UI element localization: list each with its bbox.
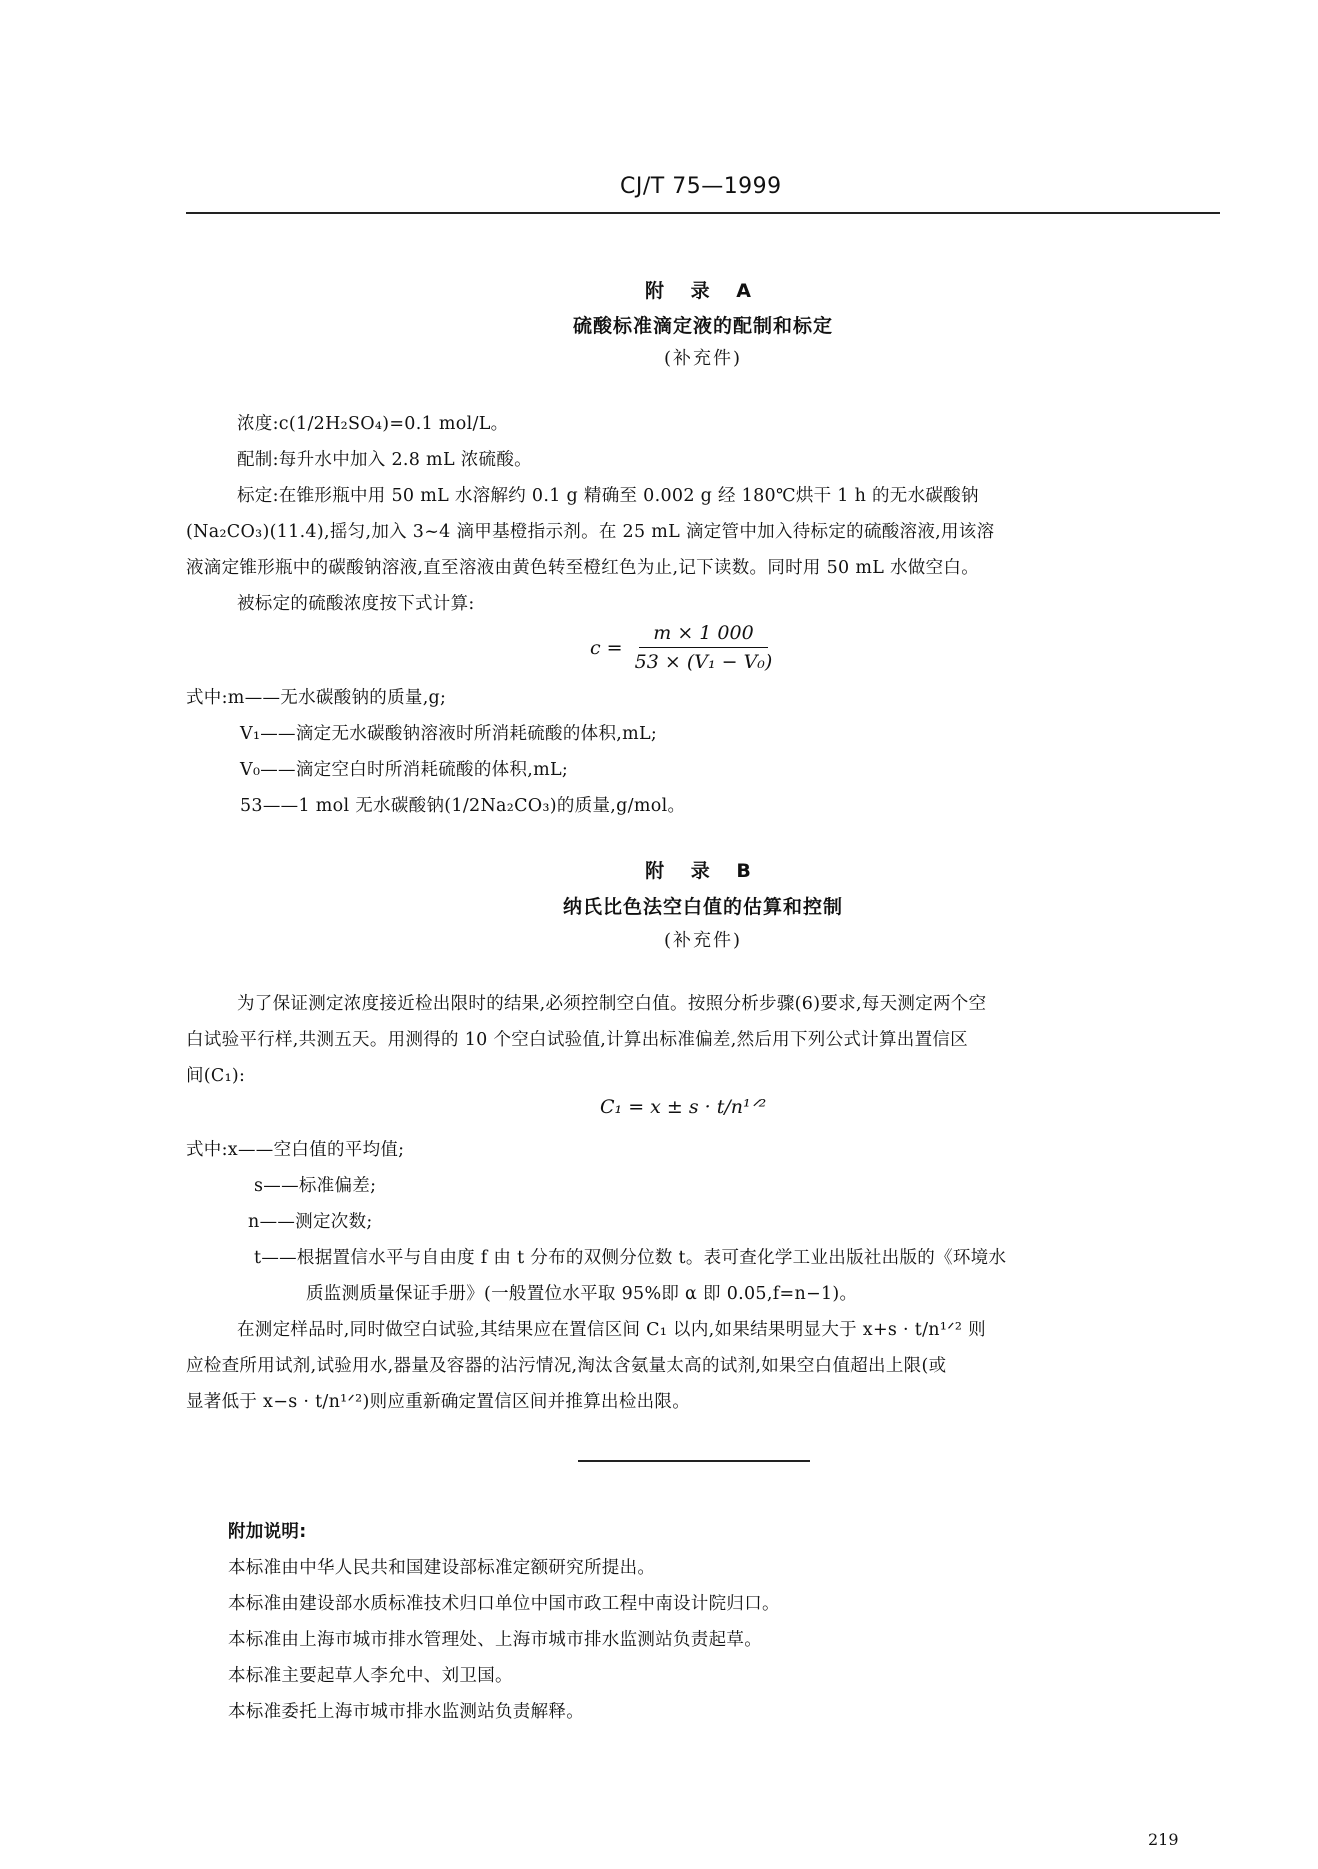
section-divider: [578, 1460, 810, 1462]
closing-line-3: 显著低于 x−s · t/n¹ᐟ²)则应重新确定置信区间并推算出检出限。: [186, 1392, 691, 1412]
note-line-2: 本标准由建设部水质标准技术归口单位中国市政工程中南设计院归口。: [228, 1594, 780, 1614]
formula-numerator: m × 1 000: [639, 622, 767, 648]
blank-value-line-1: 为了保证测定浓度接近检出限时的结果,必须控制空白值。按照分析步骤(6)要求,每天测定两个空: [237, 994, 987, 1014]
note-line-4: 本标准主要起草人李允中、刘卫国。: [228, 1666, 513, 1686]
calc-intro-line: 被标定的硫酸浓度按下式计算:: [237, 594, 475, 614]
appendix-a-note: (补充件): [663, 348, 743, 369]
where-t-line-1: t——根据置信水平与自由度 f 由 t 分布的双侧分位数 t。表可查化学工业出版社出版的《环境水: [254, 1248, 1007, 1268]
page-number: 219: [1148, 1830, 1179, 1849]
where-n: n——测定次数;: [248, 1212, 373, 1232]
where-53: 53——1 mol 无水碳酸钠(1/2Na₂CO₃)的质量,g/mol。: [240, 796, 686, 816]
appendix-b-note: (补充件): [663, 930, 743, 951]
blank-value-line-3: 间(C₁):: [186, 1066, 246, 1086]
formula-lhs: c =: [590, 636, 623, 659]
where-t-line-2: 质监测质量保证手册》(一般置位水平取 95%即 α 即 0.05,f=n−1)。: [306, 1284, 858, 1304]
where-x: 式中:x——空白值的平均值;: [186, 1140, 405, 1160]
where-m: 式中:m——无水碳酸钠的质量,g;: [186, 688, 447, 708]
confidence-interval-formula: C₁ = x ± s · t/n¹ᐟ²: [600, 1096, 767, 1118]
note-line-1: 本标准由中华人民共和国建设部标准定额研究所提出。: [228, 1558, 656, 1578]
header-rule: [186, 212, 1220, 214]
appendix-b-label: 附 录 B: [645, 860, 761, 882]
concentration-formula: [590, 622, 772, 673]
standardization-line-3: 液滴定锥形瓶中的碳酸钠溶液,直至溶液由黄色转至橙红色为止,记下读数。同时用 50 mL 水做空白。: [186, 558, 979, 578]
where-s: s——标准偏差;: [254, 1176, 377, 1196]
standard-code: CJ/T 75—1999: [620, 174, 782, 199]
additional-notes-title: 附加说明:: [228, 1522, 307, 1542]
standardization-line-1: 标定:在锥形瓶中用 50 mL 水溶解约 0.1 g 精确至 0.002 g 经 180℃烘干 1 h 的无水碳酸钠: [237, 486, 979, 506]
preparation-line: 配制:每升水中加入 2.8 mL 浓硫酸。: [237, 450, 532, 470]
closing-line-1: 在测定样品时,同时做空白试验,其结果应在置信区间 C₁ 以内,如果结果明显大于 x+s · t/n¹ᐟ² 则: [237, 1320, 986, 1340]
appendix-a-title: 硫酸标准滴定液的配制和标定: [572, 315, 833, 337]
note-line-3: 本标准由上海市城市排水管理处、上海市城市排水监测站负责起草。: [228, 1630, 762, 1650]
formula-denominator: 53 × (V₁ − V₀): [634, 651, 773, 673]
blank-value-line-2: 白试验平行样,共测五天。用测得的 10 个空白试验值,计算出标准偏差,然后用下列公式计算出置信区: [186, 1030, 968, 1050]
where-v1: V₁——滴定无水碳酸钠溶液时所消耗硫酸的体积,mL;: [240, 724, 658, 744]
appendix-a-label: 附 录 A: [645, 280, 761, 302]
appendix-b-title: 纳氏比色法空白值的估算和控制: [562, 896, 843, 918]
concentration-line: 浓度:c(1/2H₂SO₄)=0.1 mol/L。: [237, 414, 509, 434]
closing-line-2: 应检查所用试剂,试验用水,器量及容器的沾污情况,淘汰含氨量太高的试剂,如果空白值超出上限(或: [186, 1356, 947, 1376]
note-line-5: 本标准委托上海市城市排水监测站负责解释。: [228, 1702, 584, 1722]
standardization-line-2: (Na₂CO₃)(11.4),摇匀,加入 3~4 滴甲基橙指示剂。在 25 mL 滴定管中加入待标定的硫酸溶液,用该溶: [186, 522, 995, 542]
formula-fraction: [635, 622, 773, 673]
where-v0: V₀——滴定空白时所消耗硫酸的体积,mL;: [240, 760, 569, 780]
